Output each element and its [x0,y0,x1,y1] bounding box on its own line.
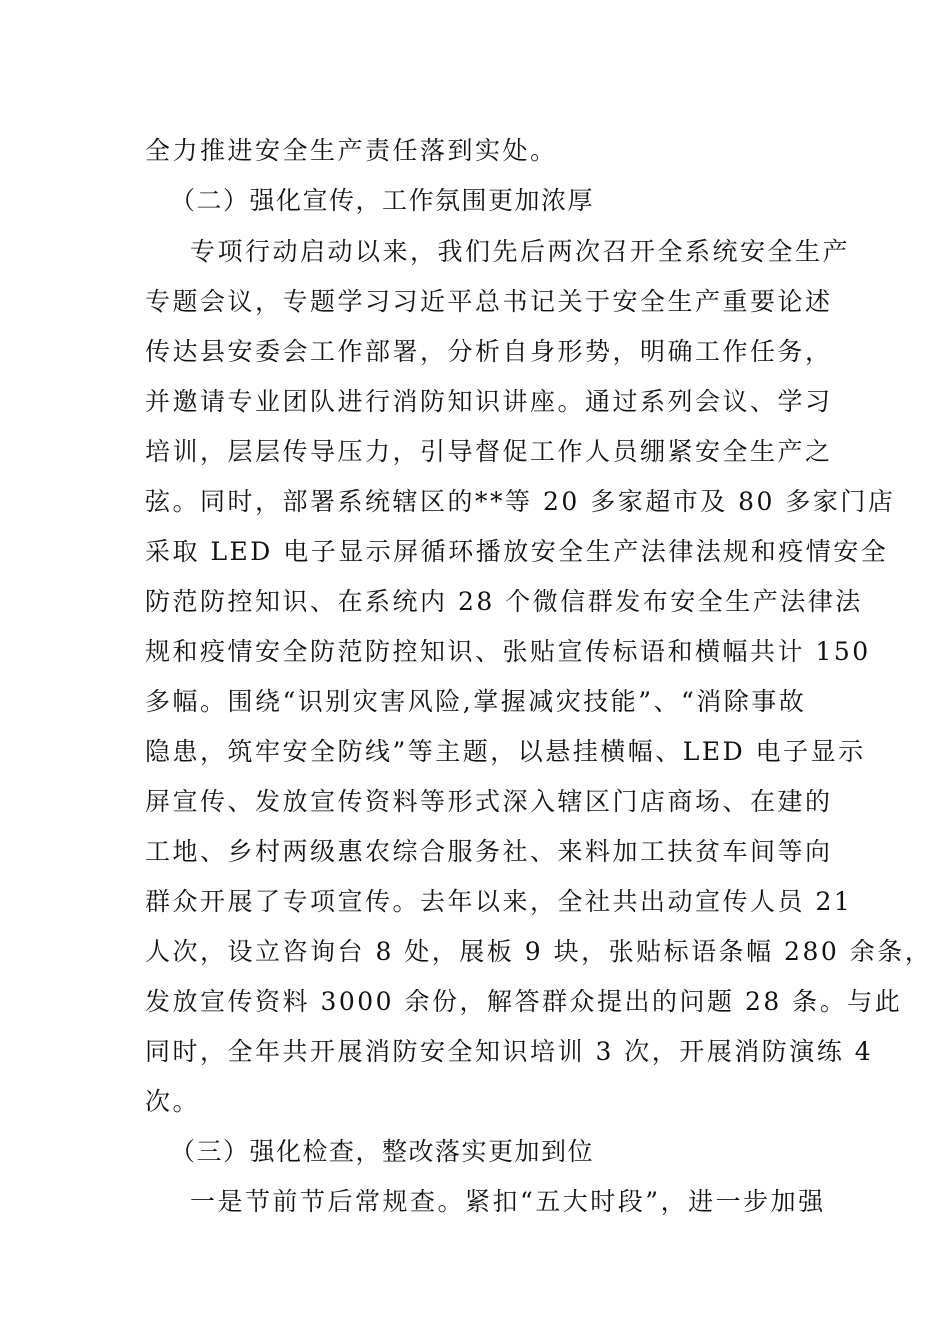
paragraph-line-6: 并邀请专业团队进行消防知识讲座。通过系列会议、学习 [145,387,833,416]
paragraph-line-11: 规和疫情安全防范防控知识、张贴宣传标语和横幅共计 150 [145,637,871,666]
paragraph-line-19: 同时，全年共开展消防安全知识培训 3 次，开展消防演练 4 [145,1037,874,1066]
paragraph-line-3: 专项行动启动以来，我们先后两次召开全系统安全生产 [190,237,851,266]
paragraph-line-9: 采取 LED 电子显示屏循环播放安全生产法律法规和疫情安全 [145,537,889,566]
paragraph-line-18: 发放宣传资料 3000 余份，解答群众提出的问题 28 条。与此 [145,987,903,1016]
paragraph-line-17: 人次，设立咨询台 8 处，展板 9 块，张贴标语条幅 280 余条， [145,937,933,966]
paragraph-line-8: 弦。同时，部署系统辖区的**等 20 多家超市及 80 多家门店 [145,487,896,516]
section-heading-2: （二）强化宣传，工作氛围更加浓厚 [170,186,595,215]
paragraph-line-12: 多幅。围绕“识别灾害风险,掌握减灾技能”、“消除事故 [145,687,807,716]
paragraph-line-14: 屏宣传、发放宣传资料等形式深入辖区门店商场、在建的 [145,787,833,816]
section-heading-3: （三）强化检查，整改落实更加到位 [170,1137,595,1166]
paragraph-line-13: 隐患，筑牢安全防线”等主题，以悬挂横幅、LED 电子显示 [145,737,866,766]
paragraph-line-10: 防范防控知识、在系统内 28 个微信群发布安全生产法律法 [145,587,863,616]
paragraph-line-4: 专题会议，专题学习习近平总书记关于安全生产重要论述 [145,287,833,316]
paragraph-line-5: 传达县安委会工作部署，分析自身形势，明确工作任务， [145,337,833,366]
paragraph-line-7: 培训，层层传导压力，引导督促工作人员绷紧安全生产之 [145,437,833,466]
paragraph-line-1: 全力推进安全生产责任落到实处。 [145,136,558,165]
paragraph-line-20: 次。 [145,1087,201,1116]
paragraph-line-22: 一是节前节后常规查。紧扣“五大时段”，进一步加强 [190,1187,826,1216]
paragraph-line-15: 工地、乡村两级惠农综合服务社、来料加工扶贫车间等向 [145,837,833,866]
paragraph-line-16: 群众开展了专项宣传。去年以来，全社共出动宣传人员 21 [145,887,853,916]
